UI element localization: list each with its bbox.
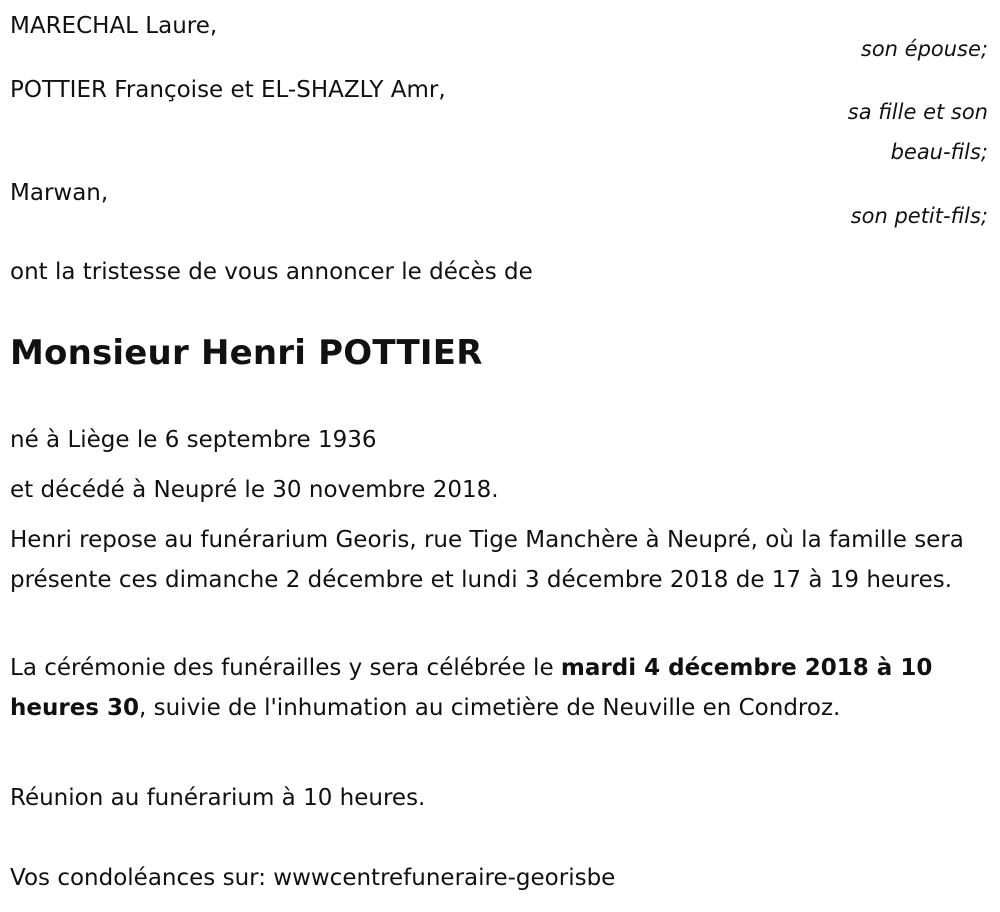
family-member-relation: beau-fils; <box>890 140 988 164</box>
family-member-relation: son petit-fils; <box>850 204 988 228</box>
birth-info: né à Liège le 6 septembre 1936 <box>10 427 377 453</box>
meeting-info: Réunion au funérarium à 10 heures. <box>10 785 426 811</box>
announcement-text: ont la tristesse de vous annoncer le décès de <box>10 259 533 285</box>
family-member-name: MARECHAL Laure, <box>10 13 218 39</box>
condolences-info: Vos condoléances sur: wwwcentrefuneraire-georisbe <box>10 865 616 891</box>
ceremony-intro: La cérémonie des funérailles y sera célébrée le <box>10 655 561 681</box>
ceremony-paragraph <box>10 648 985 728</box>
family-member-name: Marwan, <box>10 180 109 206</box>
ceremony-rest: , suivie de l'inhumation au cimetière de Neuville en Condroz. <box>139 695 841 721</box>
family-member-relation: son épouse; <box>860 37 988 61</box>
death-info: et décédé à Neupré le 30 novembre 2018. <box>10 477 499 503</box>
family-member-name: POTTIER Françoise et EL-SHAZLY Amr, <box>10 77 446 103</box>
family-member-relation: sa fille et son <box>847 100 988 124</box>
deceased-name: Monsieur Henri POTTIER <box>10 333 483 373</box>
viewing-paragraph: Henri repose au funérarium Georis, rue Tige Manchère à Neupré, où la famille sera présente ces dimanche 2 décembre et lundi 3 décembre 2018 de 17 à 19 heures. <box>10 527 964 593</box>
ceremony-datetime: mardi 4 décembre 2018 à 10 heures 30 <box>10 655 933 721</box>
